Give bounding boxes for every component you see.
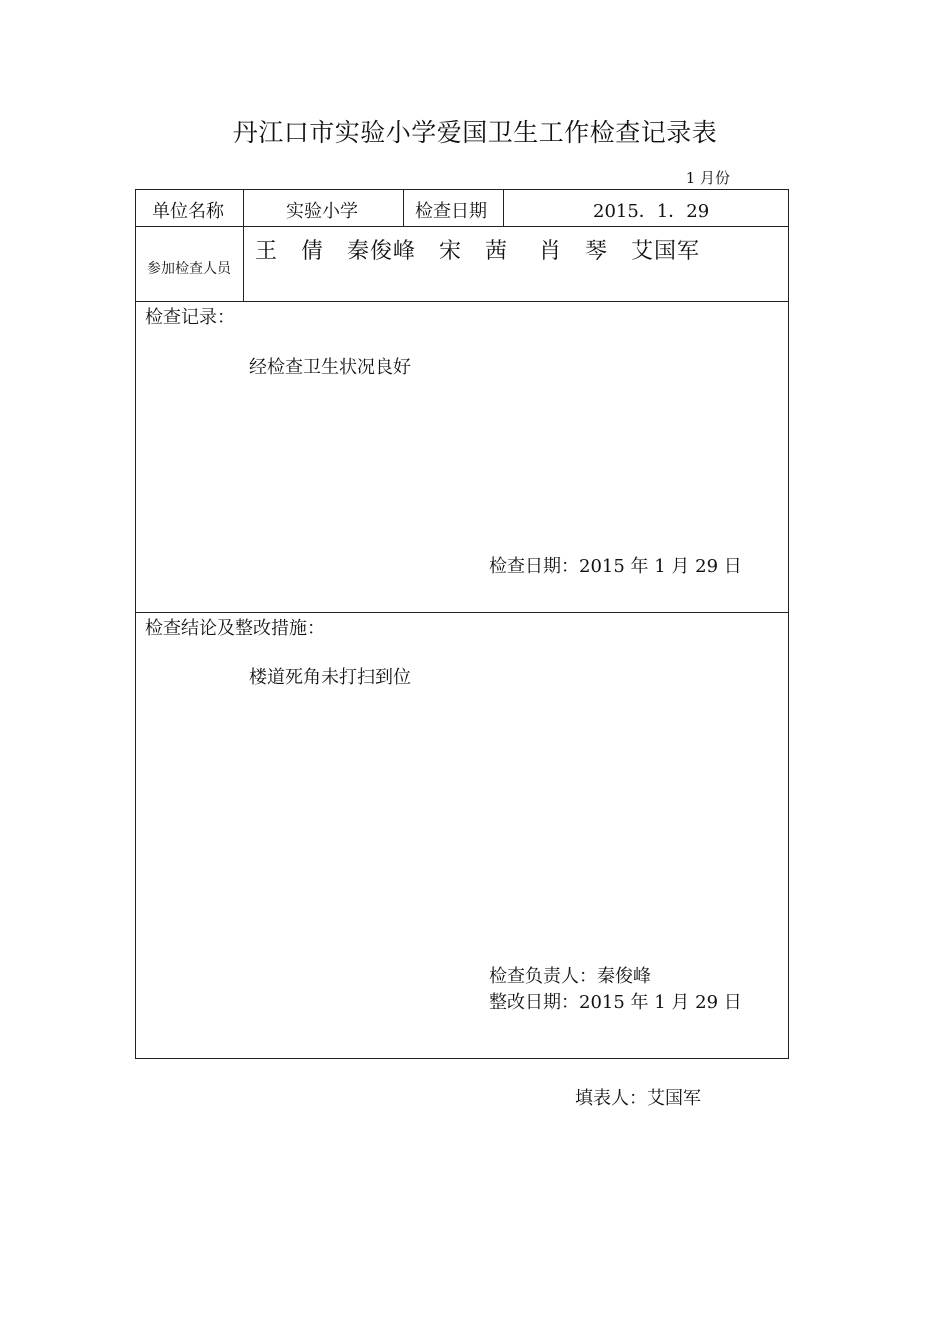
inspection-form-table (135, 189, 789, 1059)
record-date-line: 检查日期：2015 年 1 月 29 日 (489, 556, 742, 577)
column-divider (503, 190, 504, 226)
row-divider (136, 226, 788, 227)
inspection-date-value: 2015．1．29 (593, 201, 710, 222)
record-content: 经检查卫生状况良好 (249, 357, 411, 378)
participants-label: 参加检查人员 (147, 261, 231, 277)
unit-name-value: 实验小学 (286, 201, 358, 222)
form-filler: 填表人：艾国军 (575, 1088, 701, 1109)
column-divider (243, 190, 244, 301)
row-divider (136, 612, 788, 613)
rectification-date: 整改日期：2015 年 1 月 29 日 (489, 992, 742, 1013)
month-label: 1 月份 (685, 169, 730, 187)
column-divider (403, 190, 404, 226)
row-divider (136, 301, 788, 302)
unit-name-label: 单位名称 (152, 201, 224, 222)
inspection-date-label: 检查日期 (415, 201, 487, 222)
conclusion-content: 楼道死角未打扫到位 (249, 667, 411, 688)
participants-names: 王 倩 秦俊峰 宋 茜 肖 琴 艾国军 (255, 239, 700, 264)
form-title: 丹江口市实验小学爱国卫生工作检查记录表 (232, 118, 718, 147)
record-label: 检查记录： (145, 307, 235, 328)
responsible-person: 检查负责人：秦俊峰 (489, 966, 651, 987)
conclusion-label: 检查结论及整改措施： (145, 618, 325, 639)
